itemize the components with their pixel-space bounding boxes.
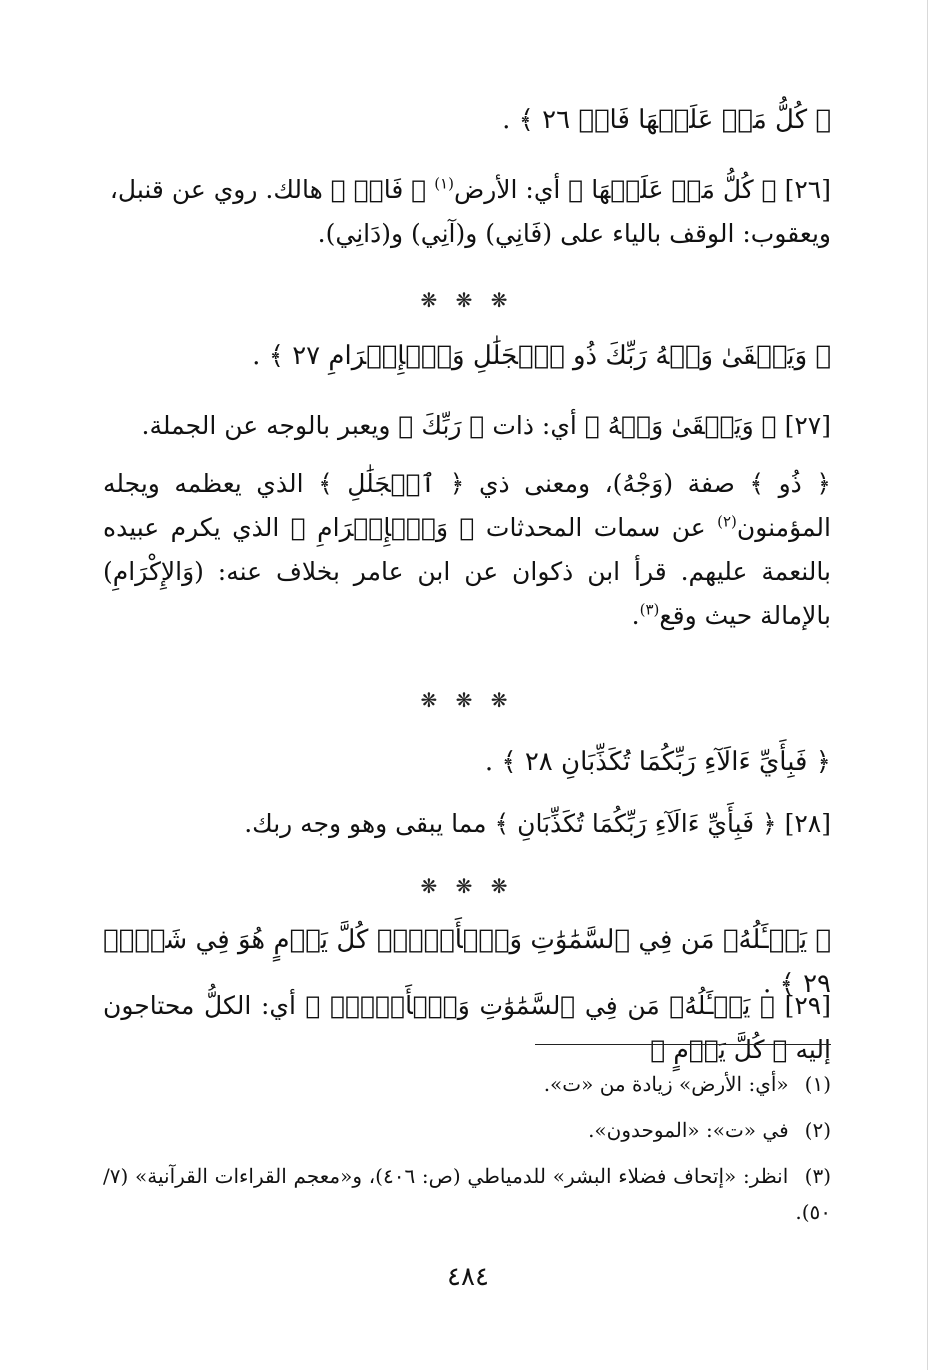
footnote-3-text: انظر: «إتحاف فضلاء البشر» للدمياطي (ص: ٤٠٦)، و«معجم القراءات القرآنية» (٧/ ٥٠).	[103, 1164, 831, 1224]
verse-26	[103, 98, 831, 142]
commentary-26-line-1	[103, 168, 831, 212]
footnote-2-text: في «ت»: «الموحدون».	[588, 1118, 789, 1142]
footnote-3-number: (٣)	[804, 1164, 831, 1188]
commentary-27-a: [٢٧] ﴿ وَيَبۡقَىٰ وَجۡهُ ﴾ أي: ذات ﴿ رَبِّكَ ﴾ ويعبر بالوجه عن الجملة.	[141, 411, 831, 440]
footnote-ref-3[interactable]: (٣)	[639, 600, 660, 619]
footnote-2-number: (٢)	[804, 1118, 831, 1142]
page-edge-line	[927, 0, 928, 1370]
commentary-28: [٢٨] ﴿ فَبِأَيِّ ءَالَآءِ رَبِّكُمَا تُكَذِّبَانِ ﴾ مما يبقى وهو وجه ربك.	[244, 809, 831, 838]
verse-29-text: ﴿ يَسۡـَٔلُهُۥ مَن فِي ٱلسَّمَٰوَٰتِ وَٱلۡأَرۡضِۚ كُلَّ يَوۡمٍ هُوَ فِي شَأۡنٖ ٢٩ ﴾ .	[103, 925, 831, 999]
verse-26-text: ﴿ كُلُّ مَنۡ عَلَيۡهَا فَانٖ ٢٦ ﴾ .	[502, 105, 831, 135]
footnote-ref-1[interactable]: (١)	[434, 174, 454, 193]
page-number: ٤٨٤	[447, 1262, 489, 1292]
footnote-1	[103, 1066, 831, 1102]
footnote-1-text: «أي: الأرض» زيادة من «ت».	[543, 1072, 789, 1096]
commentary-26	[103, 168, 831, 256]
verse-27-text: ﴿ وَيَبۡقَىٰ وَجۡهُ رَبِّكَ ذُو ٱلۡجَلَٰلِ وَٱلۡإِكۡرَامِ ٢٧ ﴾ .	[252, 341, 831, 371]
commentary-27-b-end: .	[631, 601, 640, 630]
footnote-3	[103, 1158, 831, 1230]
footnote-1-number: (١)	[804, 1072, 831, 1096]
commentary-26-text-a: [٢٦] ﴿ كُلُّ مَنۡ عَلَيۡهَا ﴾ أي: الأرض	[453, 175, 831, 204]
commentary-26-text-b: ﴿ فَانٖ ﴾ هالك. روي عن قنبل،	[109, 175, 435, 204]
footnote-ref-2[interactable]: (٢)	[717, 512, 737, 531]
verse-27	[103, 334, 831, 378]
commentary-26-line-2: ويعقوب: الوقف بالياء على (فَانِي) و(آنِي) و(دَانِي).	[317, 219, 831, 248]
commentary-27-b-text-1: ﴿ ذُو ﴾ صفة (وَجْهُ)، ومعنى ذي ﴿ ٱلۡجَلَٰلِ ﴾ الذي يعظمه ويجله المؤمنون	[103, 469, 831, 542]
commentary-27-b-text-2: عن سمات المحدثات ﴿ وَٱلۡإِكۡرَامِ ﴾ الذي يكرم عبيده بالنعمة عليهم. قرأ ابن ذكوان عن ابن عامر بخلاف عنه: (وَالإِكْرَامِ) بالإمالة حيث وقع	[103, 513, 831, 630]
footnote-separator	[535, 1044, 831, 1045]
section-separator-3: ❋ ❋ ❋	[420, 874, 514, 898]
commentary-27-b	[103, 462, 831, 638]
section-separator-2: ❋ ❋ ❋	[420, 688, 514, 712]
footnote-2	[103, 1112, 831, 1148]
commentary-29: [٢٩] ﴿ يَسۡـَٔلُهُۥ مَن فِي ٱلسَّمَٰوَٰتِ وَٱلۡأَرۡضِۚ ﴾ أي: الكلُّ محتاجون إليه ﴿ كُلَّ يَوۡمٍ ﴾	[103, 991, 831, 1064]
verse-28	[103, 740, 831, 784]
section-separator-1: ❋ ❋ ❋	[420, 288, 514, 312]
verse-28-text: ﴿ فَبِأَيِّ ءَالَآءِ رَبِّكُمَا تُكَذِّبَانِ ٢٨ ﴾ .	[484, 747, 831, 777]
